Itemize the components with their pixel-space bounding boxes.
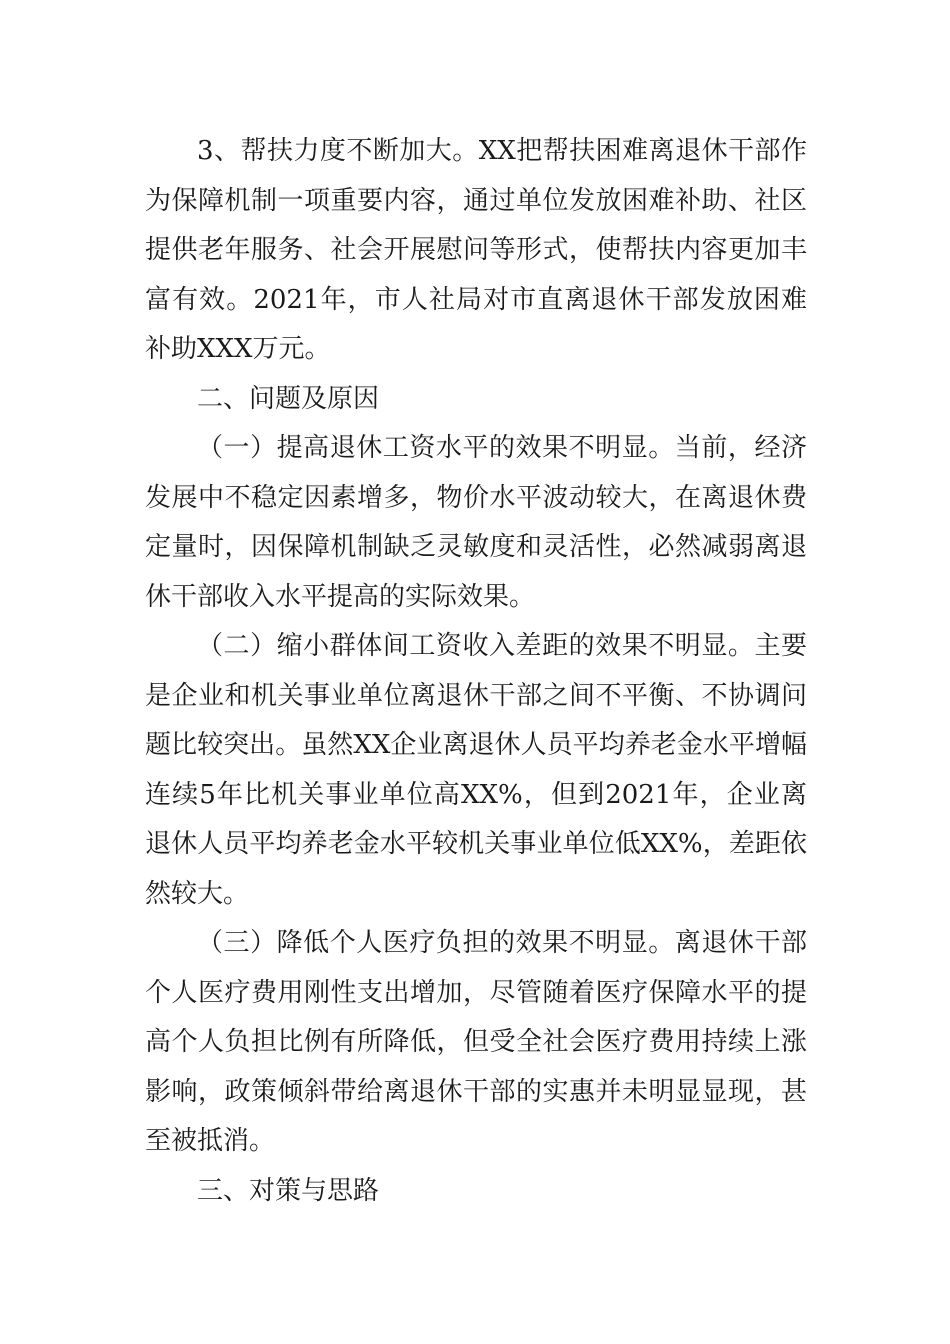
section-heading-problems-causes: 二、问题及原因: [197, 383, 380, 414]
document-body: [145, 127, 807, 1216]
paragraph-problem-1: （一）提高退休工资水平的效果不明显。当前，经济发展中不稳定因素增多，物价水平波动较大，在离退休费定量时，因保障机制缺乏灵敏度和灵活性，必然减弱离退休干部收入水平提高的实际效果。: [145, 433, 807, 612]
paragraph-problem-2: （二）缩小群体间工资收入差距的效果不明显。主要是企业和机关事业单位离退休干部之间不平衡、不协调问题比较突出。虽然XX企业离退休人员平均养老金水平增幅连续5年比机关事业单位高XX%，但到2021年，企业离退休人员平均养老金水平较机关事业单位低XX%，差距依然较大。: [145, 631, 807, 909]
paragraph-problem-3: （三）降低个人医疗负担的效果不明显。离退休干部个人医疗费用刚性支出增加，尽管随着医疗保障水平的提高个人负担比例有所降低，但受全社会医疗费用持续上涨影响，政策倾斜带给离退休干部的实惠并未明显显现，甚至被抵消。: [145, 928, 807, 1156]
section-heading-countermeasures: 三、对策与思路: [197, 1175, 380, 1206]
paragraph-support-strength: 3、帮扶力度不断加大。XX把帮扶困难离退休干部作为保障机制一项重要内容，通过单位发放困难补助、社区提供老年服务、社会开展慰问等形式，使帮扶内容更加丰富有效。2021年，市人社局对市直离退休干部发放困难补助XXX万元。: [145, 136, 807, 364]
